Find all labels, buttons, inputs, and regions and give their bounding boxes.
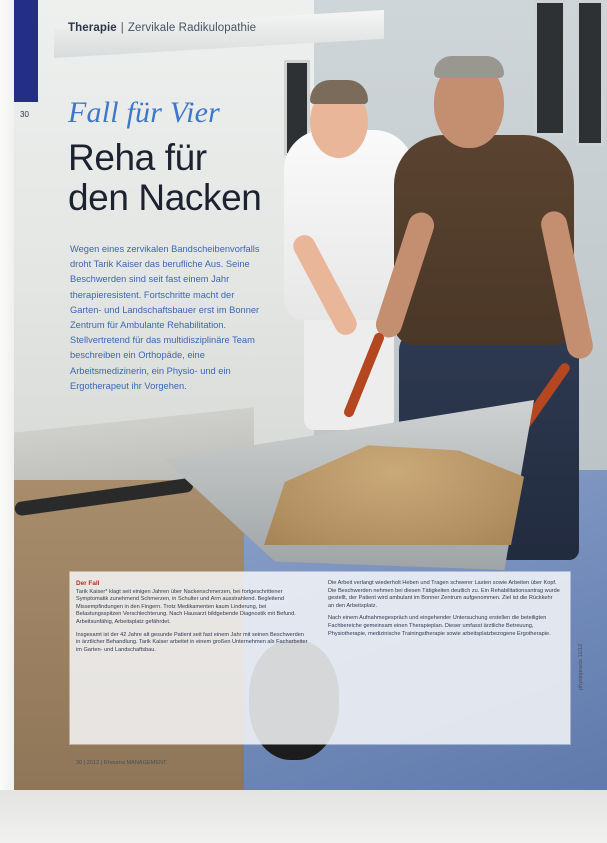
running-header xyxy=(68,22,256,34)
info-paragraph: Die Arbeit verlangt wiederholt Heben und Tragen schwerer Lasten sowie Arbeiten über Kopf. Die Beschwerden nehmen bei diesen Tätigkeiten deutlich zu. Ein Rehabilitationsantrag wurde gestellt, der Patient wird ambulant im Bonner Zentrum aufgenommen. Ziel ist die Rückkehr an den Arbeitsplatz. xyxy=(328,580,560,609)
page-bottom-margin xyxy=(0,790,607,843)
building-wall-left xyxy=(14,0,314,470)
info-column-left xyxy=(76,580,308,659)
info-box-title: Der Fall xyxy=(76,580,100,587)
info-column-right xyxy=(328,580,560,643)
window xyxy=(534,0,566,136)
info-paragraph: Insgesamt ist der 42 Jahre alt gesunde Patient seit fast einem Jahr mit seinen Beschwerden in ärztlicher Behandlung. Tarik Kaiser arbeitet in einem großen Unternehmen als Facharbeiter im Garten- und Landschaftsbau. xyxy=(76,631,308,653)
article-headline xyxy=(68,138,308,218)
section-tab xyxy=(14,0,38,102)
header-category: Therapie xyxy=(68,22,117,34)
info-paragraph: Tarik Kaiser* klagt seit einigen Jahren über Nackenschmerzen, bei fortgeschrittener Symptomatik zunehmend Schmerzen, in Schulter und Arm ausstrahlend. Begleitend Missempfindungen in den Fingern. Trotz Medikamenten kaum Linderung, bei Belastungsspitzen Verschlechterung. Nach Hausarzt bildgebende Diagnostik mit Befund. Arbeitsunfähig, Arbeitsplatz gefährdet. xyxy=(76,588,296,625)
case-info-box xyxy=(70,572,570,744)
person-therapist-hair xyxy=(310,80,368,104)
journal-side-label: physiopraxis 11/12 xyxy=(578,643,584,690)
article-kicker: Fall für Vier xyxy=(68,96,221,129)
page-footer: 30 | 2012 | Rheuma MANAGEMENT xyxy=(76,760,167,766)
header-separator: | xyxy=(120,22,124,34)
info-paragraph: Nach einem Aufnahmegespräch und eingehender Untersuchung erstellen die beteiligten Fachbereiche gemeinsam einen Therapieplan. Dieser umfasst ärztliche Betreuung, Physiotherapie, medizinische Trainingstherapie sowie arbeitsplatzbezogene Ergotherapie. xyxy=(328,615,551,637)
article-intro: Wegen eines zervikalen Bandscheibenvorfalls droht Tarik Kaiser das berufliche Aus. Seine Beschwerden sind seit fast einem Jahr therapieresistent. Fortschritte macht der Garten- und Landschaftsbauer erst im Bonner Zentrum für Ambulante Rehabilitation. Stellvertretend für das multidisziplinäre Team beschreiben ein Orthopäde, eine Arbeitsmedizinerin, ein Physio- und ein Ergotherapeut ihr Vorgehen. xyxy=(70,244,260,391)
window xyxy=(576,0,604,146)
headline-line-2: den Nacken xyxy=(68,177,262,218)
page-binding xyxy=(0,0,14,790)
headline-line-1: Reha für xyxy=(68,137,207,178)
header-topic: Zervikale Radikulopathie xyxy=(127,22,257,34)
page-number: 30 xyxy=(20,110,29,119)
person-patient-hair xyxy=(434,56,504,78)
